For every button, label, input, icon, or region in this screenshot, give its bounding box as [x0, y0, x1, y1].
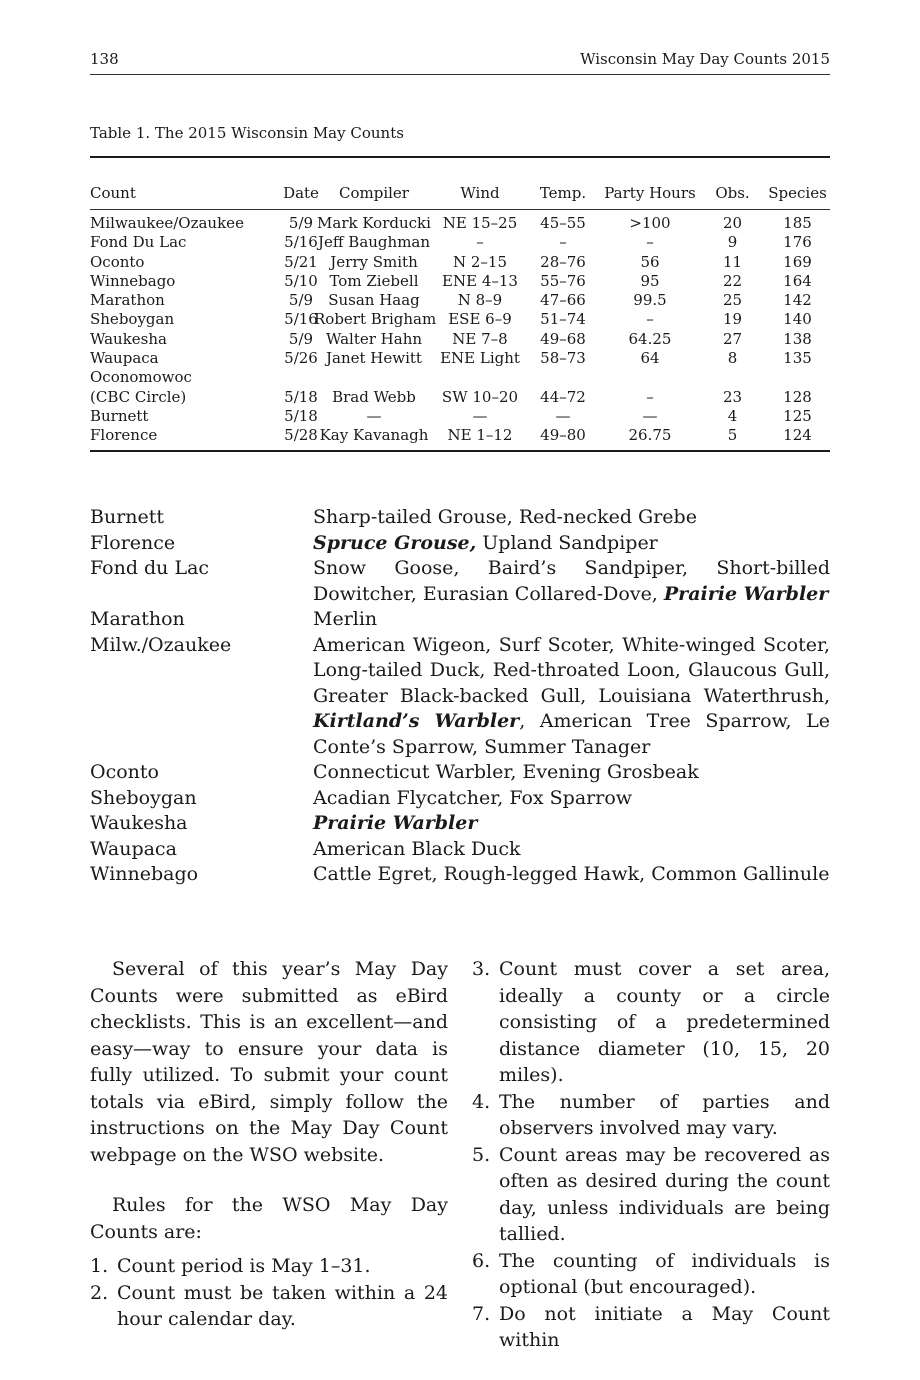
table-cell: 125	[783, 406, 812, 425]
table-cell: 140	[783, 310, 812, 329]
rare-species: Prairie Warbler	[663, 582, 829, 605]
table-cell: Jeff Baughman	[317, 233, 431, 252]
count-name: Oconto	[90, 761, 159, 783]
table-cell: 124	[783, 426, 812, 445]
table-row	[90, 426, 830, 445]
table-row	[90, 272, 830, 291]
table-cell: 9	[727, 233, 738, 252]
column-header: Party Hours	[604, 184, 696, 202]
table-cell: —	[366, 406, 382, 425]
page-number: 138	[90, 50, 119, 68]
column-header: Species	[768, 184, 827, 202]
rare-species: Prairie Warbler	[313, 812, 478, 834]
column-header: Date	[283, 184, 319, 202]
table-cell: –	[476, 233, 484, 252]
may-counts-table	[90, 156, 830, 452]
table-cell: Waupaca	[90, 349, 159, 368]
table-cell: Oconomowoc	[90, 368, 192, 387]
rule-text: Count period is May 1–31.	[117, 1255, 371, 1277]
table-cell: NE 15–25	[442, 214, 518, 232]
table-cell: 11	[722, 252, 743, 271]
notable-row	[90, 633, 830, 761]
rule-number: 5.	[472, 1143, 491, 1166]
species-list	[313, 531, 830, 557]
table-cell: Brad Webb	[332, 387, 416, 406]
species-list: Sharp-tailed Grouse, Red-necked Grebe	[313, 506, 697, 528]
column-header: Wind	[460, 184, 500, 202]
notable-row	[90, 837, 830, 863]
table-cell: ENE 4–13	[442, 271, 518, 290]
table-row	[90, 291, 830, 310]
species-list: Acadian Flycatcher, Fox Sparrow	[313, 786, 633, 809]
table-cell: –	[646, 233, 654, 252]
table-body	[90, 214, 830, 446]
species-list: Cattle Egret, Rough-legged Hawk, Common Gallinule	[313, 863, 830, 885]
species-list	[313, 556, 830, 607]
column-header: Obs.	[715, 184, 750, 202]
table-cell: —	[555, 406, 571, 425]
table-cell: 176	[783, 233, 812, 252]
count-name: Waukesha	[90, 812, 188, 834]
table-cell: Milwaukee/Ozaukee	[90, 214, 244, 232]
table-cell: Fond Du Lac	[90, 233, 187, 252]
rule-item	[472, 1142, 830, 1248]
table-cell: 5	[727, 426, 738, 445]
table-cell: –	[559, 233, 567, 252]
notable-row	[90, 607, 830, 633]
rules-list-continued	[472, 956, 830, 1354]
rule-item	[472, 956, 830, 1089]
count-name: Milw./Ozaukee	[90, 633, 232, 656]
table-cell: Susan Haag	[328, 291, 420, 310]
table-cell: 4	[727, 406, 738, 425]
table-cell: Oconto	[90, 252, 145, 271]
table-cell: 5/10	[284, 271, 318, 290]
table-cell: 5/21	[284, 252, 318, 271]
table-cell: 19	[722, 310, 743, 329]
table-cell: 95	[640, 271, 660, 290]
notable-row	[90, 760, 830, 786]
species-list: Merlin	[313, 608, 378, 630]
table-cell: 5/9	[288, 329, 314, 348]
notable-row	[90, 531, 830, 557]
rules-list	[90, 1253, 448, 1333]
column-header: Temp.	[539, 184, 587, 202]
species-text: American Wigeon, Surf Scoter, White-winged Scoter, Long-tailed Duck, Red-throated Loon, Glaucous Gull, Greater Black-backed Gull, Louisiana Waterthrush,	[313, 633, 830, 707]
rule-text: The number of parties and observers involved may vary.	[499, 1090, 830, 1139]
count-name: Waupaca	[90, 837, 177, 860]
column-header: Compiler	[339, 184, 409, 202]
count-name: Burnett	[90, 506, 165, 528]
rare-species: Spruce Grouse,	[313, 531, 477, 554]
table-cell: 64	[640, 349, 660, 368]
notable-row	[90, 786, 830, 812]
rule-text: Count must cover a set area, ideally a county or a circle consisting of a predetermined distance diameter (10, 15, 20 miles).	[499, 958, 830, 1086]
rule-number: 6.	[472, 1249, 491, 1272]
left-column	[90, 956, 448, 1333]
table-cell: 55–76	[540, 271, 586, 290]
table-row	[90, 253, 830, 272]
table-cell: N 2–15	[452, 252, 508, 271]
notable-row	[90, 811, 830, 837]
table-cell: 22	[722, 271, 743, 290]
table-cell: 5/16	[284, 233, 318, 252]
column-header: Count	[90, 184, 136, 202]
ebird-paragraph: Several of this year’s May Day Counts were submitted as eBird checklists. This is an excellent—and easy—way to ensure your data is fully utilized. To submit your count totals via eBird, simply follow the instructions on the May Day Count webpage on the WSO website.	[90, 958, 448, 1166]
rule-number: 2.	[90, 1281, 109, 1304]
table-cell: 99.5	[633, 291, 667, 310]
table-row	[90, 407, 830, 426]
table-cell: NE 7–8	[452, 329, 508, 348]
rule-number: 7.	[472, 1302, 491, 1325]
table-cell: (CBC Circle)	[90, 387, 187, 406]
right-column	[472, 956, 830, 1354]
table-cell: —	[472, 406, 488, 425]
notable-row	[90, 556, 830, 607]
count-name: Florence	[90, 531, 176, 554]
table-cell: Walter Hahn	[325, 329, 423, 348]
species-text: Snow Goose, Baird’s Sandpiper, Short-billed Dowitcher, Eurasian Collared-Dove,	[313, 557, 830, 605]
rule-text: Count areas may be recovered as often as desired during the count day, unless individuals are being tallied.	[499, 1143, 830, 1245]
species-list	[313, 633, 830, 761]
table-cell: Winnebago	[90, 271, 176, 290]
count-name: Winnebago	[90, 863, 199, 885]
species-text: , American Tree Sparrow, Le Conte’s Sparrow, Summer Tanager	[313, 710, 830, 758]
table-cell: –	[646, 310, 654, 329]
running-title: Wisconsin May Day Counts 2015	[580, 50, 830, 68]
table-cell: 23	[722, 387, 743, 406]
rule-item	[472, 1089, 830, 1142]
table-cell: 164	[783, 271, 812, 290]
table-row	[90, 368, 830, 387]
table-cell: ENE Light	[440, 349, 520, 368]
species-list: Connecticut Warbler, Evening Grosbeak	[313, 761, 699, 783]
table-cell: Sheboygan	[90, 310, 175, 329]
table-cell: 5/9	[288, 214, 314, 232]
rule-item	[90, 1280, 448, 1333]
table-cell: 58–73	[540, 349, 586, 368]
table-cell: Robert Brigham	[314, 310, 437, 329]
rule-text: Count must be taken within a 24 hour calendar day.	[117, 1281, 448, 1330]
table-cell: 27	[722, 329, 743, 348]
table-cell: Jerry Smith	[330, 252, 418, 271]
table-cell: Janet Hewitt	[326, 349, 422, 368]
table-cell: 64.25	[628, 329, 672, 348]
table-cell: 5/26	[284, 349, 318, 368]
table-cell: Marathon	[90, 291, 165, 310]
count-name: Fond du Lac	[90, 557, 210, 579]
table-cell: 138	[783, 329, 812, 348]
table-cell: 142	[783, 291, 812, 310]
table-cell: 25	[722, 291, 743, 310]
rule-item	[90, 1253, 448, 1280]
table-cell: N 8–9	[457, 291, 503, 310]
table-cell: Mark Korducki	[317, 214, 431, 232]
species-list: American Black Duck	[313, 837, 521, 860]
table-row	[90, 330, 830, 349]
table-cell: 49–80	[540, 426, 586, 445]
species-text: Upland Sandpiper	[476, 531, 658, 554]
table-cell: Florence	[90, 426, 158, 445]
table-cell: Burnett	[90, 406, 149, 425]
notable-species-list	[90, 505, 830, 888]
table-cell: 47–66	[540, 291, 586, 310]
table-row	[90, 349, 830, 368]
table-cell: 8	[727, 349, 738, 368]
table-cell: 185	[783, 214, 812, 232]
running-header	[90, 50, 830, 75]
table-cell: 5/9	[288, 291, 314, 310]
table-cell: 26.75	[628, 426, 672, 445]
table-cell: ESE 6–9	[448, 310, 512, 329]
rules-intro: Rules for the WSO May Day Counts are:	[90, 1194, 448, 1243]
table-row	[90, 233, 830, 252]
table-cell: 20	[722, 214, 743, 232]
table-cell: 5/28	[284, 426, 318, 445]
table-cell: Waukesha	[90, 329, 167, 348]
table-cell: 49–68	[540, 329, 586, 348]
table-cell: Kay Kavanagh	[319, 426, 429, 445]
table-cell: SW 10–20	[441, 387, 519, 406]
table-row	[90, 214, 830, 233]
table-cell: 56	[640, 252, 660, 271]
table-cell: –	[646, 387, 654, 406]
count-name: Marathon	[90, 608, 185, 630]
table-cell: 135	[783, 349, 812, 368]
table-cell: 128	[783, 387, 812, 406]
rule-number: 4.	[472, 1090, 491, 1113]
table-cell: 44–72	[540, 387, 586, 406]
table-cell: 28–76	[540, 252, 586, 271]
rare-species: Kirtland’s Warbler	[313, 710, 520, 732]
rule-item	[472, 1248, 830, 1301]
table-row	[90, 310, 830, 329]
table-cell: 5/18	[284, 406, 318, 425]
table-cell: >100	[629, 214, 671, 232]
table-cell: Tom Ziebell	[329, 271, 419, 290]
notable-row	[90, 505, 830, 531]
table-cell: 169	[783, 252, 812, 271]
table-row	[90, 388, 830, 407]
table-cell: 45–55	[540, 214, 586, 232]
table-cell: —	[642, 406, 658, 425]
table-cell: 5/18	[284, 387, 318, 406]
rule-item	[472, 1301, 830, 1354]
table-cell: NE 1–12	[447, 426, 513, 445]
rule-number: 3.	[472, 958, 491, 980]
table-cell: 51–74	[540, 310, 586, 329]
count-name: Sheboygan	[90, 786, 197, 809]
table-cell: 5/16	[284, 310, 318, 329]
rule-text: The counting of individuals is optional (but encouraged).	[499, 1249, 830, 1298]
table-caption: Table 1. The 2015 Wisconsin May Counts	[90, 124, 404, 142]
rule-text: Do not initiate a May Count within	[499, 1302, 830, 1351]
rule-number: 1.	[90, 1255, 109, 1277]
table-header-row	[90, 179, 830, 210]
notable-row	[90, 862, 830, 888]
